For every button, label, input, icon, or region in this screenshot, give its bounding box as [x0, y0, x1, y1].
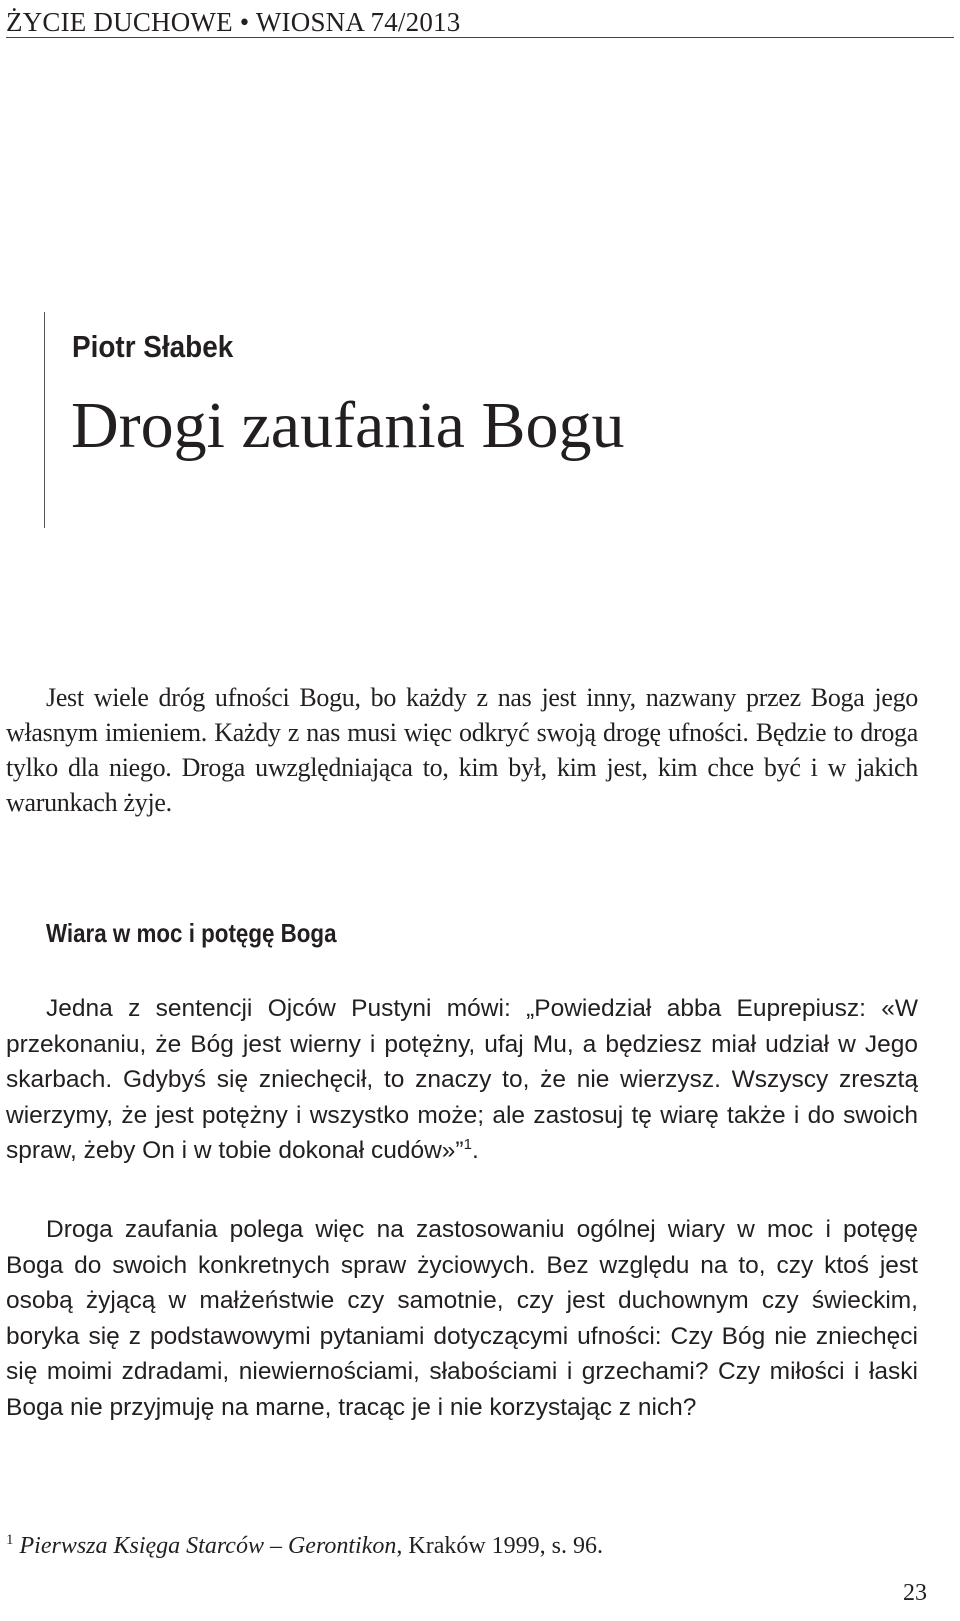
paragraph-1-text: Jedna z sentencji Ojców Pustyni mówi: „Powiedział abba Euprepiusz: «W przekonaniu, że Bóg jest wierny i potężny, ufaj Mu, a będziesz miał udział w Jego skarbach. Gdybyś się zniechęcił, to znaczy to, że nie wierzysz. Wszyscy zresztą wierzymy, że jest potężny i wszystko może; ale zastosuj tę wiarę także i do swoich spraw, żeby On i w tobie dokonał cudów»”: [6, 995, 918, 1164]
article-title: Drogi zaufania Bogu: [71, 389, 625, 462]
section-heading: Wiara w moc i potęgę Boga: [46, 918, 337, 948]
footnote-work-title: Pierwsza Księga Starców – Gerontikon: [19, 1533, 397, 1559]
footnote-details: , Kraków 1999, s. 96.: [396, 1533, 604, 1559]
footnote-reference: 1: [463, 1135, 472, 1153]
body-paragraph-1: [6, 991, 918, 1169]
intro-paragraph: Jest wiele dróg ufności Bogu, bo każdy z nas jest inny, nazwany przez Boga jego własnym imieniem. Każdy z nas musi więc odkryć swoją drogę ufności. Będzie to droga tylko dla niego. Droga uwzględniająca to, kim był, kim jest, kim chce być i w jakich warunkach żyje.: [6, 683, 918, 817]
paragraph-1-end: .: [471, 1137, 479, 1164]
title-block: [44, 312, 905, 528]
footnote: [6, 1532, 603, 1560]
body-paragraph-2: Droga zaufania polega więc na zastosowaniu ogólnej wiary w moc i potęgę Boga do swoich konkretnych spraw życiowych. Bez względu na to, czy ktoś jest osobą żyjącą w małżeństwie czy samotnie, czy jest duchownym czy świeckim, boryka się z podstawowymi pytaniami dotyczącymi ufności: Czy Bóg nie zniechęci się moimi zdradami, niewiernościami, słabościami i grzechami? Czy miłości i łaski Boga nie przyjmuję na marne, tracąc je i nie korzystając z nich?: [6, 1216, 918, 1421]
author-name: Piotr Słabek: [72, 329, 234, 364]
page-number: 23: [903, 1580, 927, 1606]
running-header: ŻYCIE DUCHOWE • WIOSNA 74/2013: [6, 0, 954, 38]
footnote-number: 1: [6, 1532, 14, 1548]
